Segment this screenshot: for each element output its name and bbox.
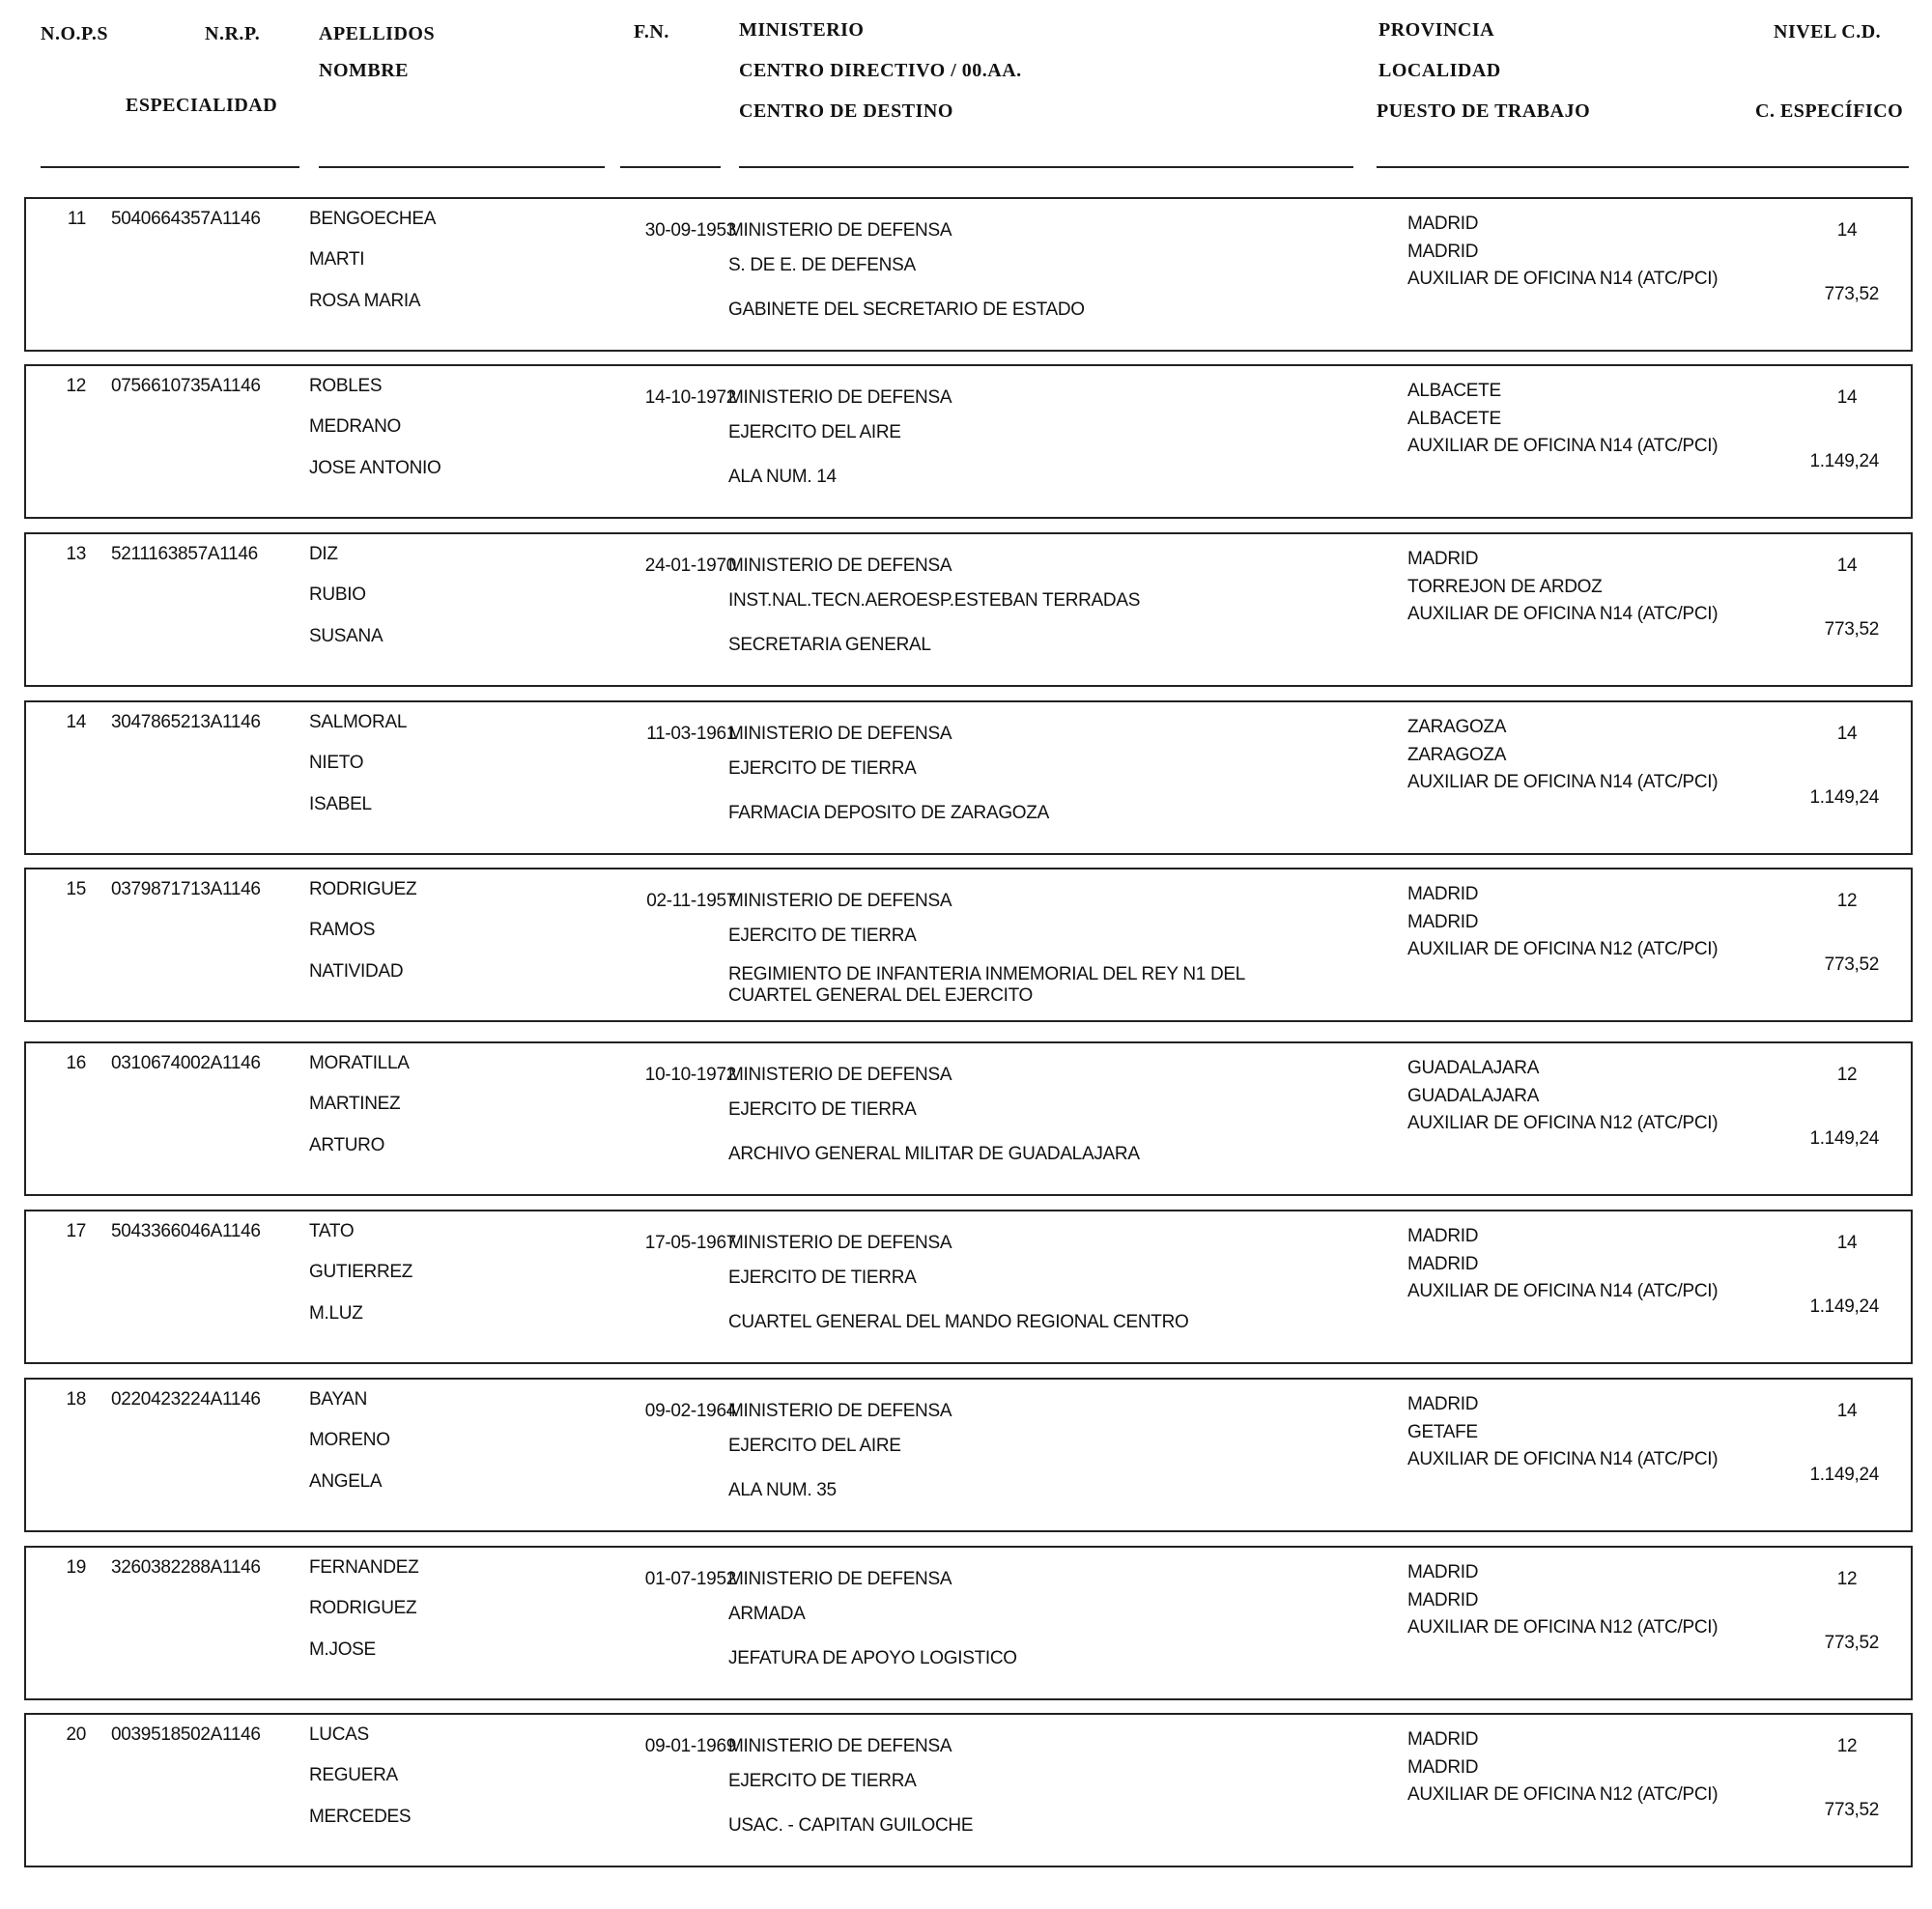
record-centro-destino bbox=[728, 964, 1245, 1007]
record-centro-directivo: S. DE E. DE DEFENSA bbox=[728, 255, 916, 275]
record-puesto: AUXILIAR DE OFICINA N14 (ATC/PCI) bbox=[1407, 604, 1719, 624]
header-provincia: PROVINCIA bbox=[1378, 19, 1495, 41]
header-fn: F.N. bbox=[634, 21, 669, 43]
record-especifico: 773,52 bbox=[1824, 1633, 1879, 1653]
record-nivel: 12 bbox=[1836, 891, 1858, 911]
record-nops: 17 bbox=[66, 1221, 86, 1241]
record-provincia: ALBACETE bbox=[1407, 381, 1501, 401]
record-apellido2: MARTINEZ bbox=[309, 1094, 401, 1114]
record-fn: 10-10-1972 bbox=[644, 1065, 736, 1085]
record-localidad: MADRID bbox=[1407, 242, 1479, 262]
record-localidad: GUADALAJARA bbox=[1407, 1086, 1540, 1106]
header-nivel: NIVEL C.D. bbox=[1774, 21, 1882, 43]
record-centro-directivo: EJERCITO DE TIERRA bbox=[728, 1099, 917, 1120]
record-ministerio: MINISTERIO DE DEFENSA bbox=[728, 1401, 952, 1421]
record-especifico: 773,52 bbox=[1824, 1800, 1879, 1820]
record-apellido1: LUCAS bbox=[309, 1724, 369, 1745]
record-ministerio: MINISTERIO DE DEFENSA bbox=[728, 724, 952, 744]
record-apellido1: RODRIGUEZ bbox=[309, 879, 417, 899]
record-localidad: ALBACETE bbox=[1407, 409, 1501, 429]
record-nivel: 14 bbox=[1836, 556, 1858, 576]
record-nivel: 12 bbox=[1836, 1065, 1858, 1085]
record-row bbox=[24, 1713, 1913, 1867]
record-localidad: MADRID bbox=[1407, 912, 1479, 932]
header-centro-directivo: CENTRO DIRECTIVO / 00.AA. bbox=[739, 60, 1022, 81]
record-nombre: ARTURO bbox=[309, 1135, 385, 1155]
record-nrp: 3047865213A1146 bbox=[111, 712, 261, 732]
record-nrp: 5040664357A1146 bbox=[111, 209, 261, 229]
record-apellido1: DIZ bbox=[309, 544, 338, 564]
record-centro-destino: SECRETARIA GENERAL bbox=[728, 635, 931, 655]
header-rule bbox=[620, 166, 721, 168]
record-nops: 19 bbox=[66, 1557, 86, 1578]
record-puesto: AUXILIAR DE OFICINA N14 (ATC/PCI) bbox=[1407, 269, 1719, 289]
header-puesto: PUESTO DE TRABAJO bbox=[1377, 100, 1591, 122]
record-row bbox=[24, 197, 1913, 352]
record-nivel: 14 bbox=[1836, 220, 1858, 241]
record-centro-destino: FARMACIA DEPOSITO DE ZARAGOZA bbox=[728, 803, 1049, 823]
header-rule bbox=[1377, 166, 1909, 168]
record-nombre: ISABEL bbox=[309, 794, 372, 814]
record-provincia: MADRID bbox=[1407, 1394, 1479, 1414]
header-rule bbox=[41, 166, 299, 168]
record-centro-destino: ALA NUM. 14 bbox=[728, 467, 837, 487]
record-apellido1: ROBLES bbox=[309, 376, 383, 396]
record-provincia: GUADALAJARA bbox=[1407, 1058, 1540, 1078]
record-nombre: M.LUZ bbox=[309, 1303, 363, 1324]
record-nrp: 3260382288A1146 bbox=[111, 1557, 261, 1578]
record-ministerio: MINISTERIO DE DEFENSA bbox=[728, 220, 952, 241]
record-provincia: MADRID bbox=[1407, 884, 1479, 904]
record-centro-directivo: EJERCITO DEL AIRE bbox=[728, 422, 901, 442]
record-localidad: GETAFE bbox=[1407, 1422, 1478, 1442]
record-centro-destino: ARCHIVO GENERAL MILITAR DE GUADALAJARA bbox=[728, 1144, 1140, 1164]
record-nops: 20 bbox=[66, 1724, 86, 1745]
record-ministerio: MINISTERIO DE DEFENSA bbox=[728, 1569, 952, 1589]
record-row bbox=[24, 1546, 1913, 1700]
record-fn: 02-11-1957 bbox=[646, 891, 736, 911]
header-rule bbox=[319, 166, 605, 168]
record-fn: 09-02-1964 bbox=[644, 1401, 736, 1421]
record-centro-destino: ALA NUM. 35 bbox=[728, 1480, 837, 1500]
record-ministerio: MINISTERIO DE DEFENSA bbox=[728, 1065, 952, 1085]
record-row bbox=[24, 1210, 1913, 1364]
record-especifico: 1.149,24 bbox=[1809, 1296, 1879, 1317]
record-ministerio: MINISTERIO DE DEFENSA bbox=[728, 1736, 952, 1756]
record-nops: 11 bbox=[67, 209, 86, 229]
record-row bbox=[24, 868, 1913, 1022]
record-localidad: MADRID bbox=[1407, 1757, 1479, 1778]
record-puesto: AUXILIAR DE OFICINA N12 (ATC/PCI) bbox=[1407, 1617, 1719, 1638]
record-centro-directivo: EJERCITO DE TIERRA bbox=[728, 1268, 917, 1288]
record-apellido1: TATO bbox=[309, 1221, 355, 1241]
record-puesto: AUXILIAR DE OFICINA N12 (ATC/PCI) bbox=[1407, 1113, 1719, 1133]
record-localidad: TORREJON DE ARDOZ bbox=[1407, 577, 1603, 597]
record-provincia: MADRID bbox=[1407, 1729, 1479, 1750]
record-nivel: 14 bbox=[1836, 1233, 1858, 1253]
record-apellido1: MORATILLA bbox=[309, 1053, 410, 1073]
record-nrp: 0379871713A1146 bbox=[111, 879, 261, 899]
record-nrp: 0220423224A1146 bbox=[111, 1389, 261, 1410]
record-nops: 16 bbox=[66, 1053, 86, 1073]
record-fn: 09-01-1969 bbox=[644, 1736, 736, 1756]
record-especifico: 773,52 bbox=[1824, 619, 1879, 640]
record-centro-directivo: EJERCITO DE TIERRA bbox=[728, 1771, 917, 1791]
record-nivel: 12 bbox=[1836, 1736, 1858, 1756]
record-centro-destino: USAC. - CAPITAN GUILOCHE bbox=[728, 1815, 974, 1836]
record-centro-destino-line1: REGIMIENTO DE INFANTERIA INMEMORIAL DEL REY N1 DEL bbox=[728, 964, 1246, 984]
record-centro-directivo: EJERCITO DE TIERRA bbox=[728, 926, 917, 946]
record-nrp: 0039518502A1146 bbox=[111, 1724, 261, 1745]
record-fn: 14-10-1972 bbox=[644, 387, 736, 408]
record-ministerio: MINISTERIO DE DEFENSA bbox=[728, 891, 952, 911]
record-nivel: 12 bbox=[1836, 1569, 1858, 1589]
record-especifico: 1.149,24 bbox=[1809, 1128, 1879, 1149]
record-fn: 30-09-1953 bbox=[644, 220, 736, 241]
record-apellido2: MARTI bbox=[309, 249, 365, 270]
record-apellido2: NIETO bbox=[309, 753, 364, 773]
record-nombre: MERCEDES bbox=[309, 1807, 412, 1827]
record-provincia: MADRID bbox=[1407, 214, 1479, 234]
header-especialidad: ESPECIALIDAD bbox=[126, 95, 278, 116]
record-puesto: AUXILIAR DE OFICINA N12 (ATC/PCI) bbox=[1407, 939, 1719, 959]
record-nombre: JOSE ANTONIO bbox=[309, 458, 441, 478]
record-nops: 13 bbox=[66, 544, 86, 564]
record-apellido2: MORENO bbox=[309, 1430, 390, 1450]
record-ministerio: MINISTERIO DE DEFENSA bbox=[728, 387, 952, 408]
record-fn: 17-05-1967 bbox=[644, 1233, 736, 1253]
header-rule bbox=[739, 166, 1353, 168]
record-apellido2: GUTIERREZ bbox=[309, 1262, 413, 1282]
record-provincia: MADRID bbox=[1407, 1562, 1479, 1582]
header-nombre: NOMBRE bbox=[319, 60, 409, 81]
record-nrp: 5043366046A1146 bbox=[111, 1221, 261, 1241]
record-fn: 24-01-1970 bbox=[644, 556, 736, 576]
record-apellido2: RAMOS bbox=[309, 920, 376, 940]
record-puesto: AUXILIAR DE OFICINA N14 (ATC/PCI) bbox=[1407, 436, 1719, 456]
record-centro-directivo: INST.NAL.TECN.AEROESP.ESTEBAN TERRADAS bbox=[728, 590, 1141, 611]
record-apellido1: SALMORAL bbox=[309, 712, 408, 732]
record-provincia: MADRID bbox=[1407, 1226, 1479, 1246]
record-puesto: AUXILIAR DE OFICINA N14 (ATC/PCI) bbox=[1407, 1449, 1719, 1469]
record-nops: 14 bbox=[66, 712, 86, 732]
header-ministerio: MINISTERIO bbox=[739, 19, 865, 41]
record-centro-directivo: ARMADA bbox=[728, 1604, 806, 1624]
record-provincia: ZARAGOZA bbox=[1407, 717, 1507, 737]
header-centro-destino: CENTRO DE DESTINO bbox=[739, 100, 953, 122]
record-apellido2: REGUERA bbox=[309, 1765, 398, 1785]
record-centro-destino: GABINETE DEL SECRETARIO DE ESTADO bbox=[728, 299, 1085, 320]
record-centro-directivo: EJERCITO DEL AIRE bbox=[728, 1436, 901, 1456]
record-localidad: MADRID bbox=[1407, 1590, 1479, 1610]
record-puesto: AUXILIAR DE OFICINA N12 (ATC/PCI) bbox=[1407, 1784, 1719, 1805]
record-centro-destino-line2: CUARTEL GENERAL DEL EJERCITO bbox=[728, 985, 1034, 1006]
record-apellido2: RUBIO bbox=[309, 584, 366, 605]
record-especifico: 1.149,24 bbox=[1809, 1465, 1879, 1485]
record-nrp: 0310674002A1146 bbox=[111, 1053, 261, 1073]
record-row bbox=[24, 364, 1913, 519]
record-puesto: AUXILIAR DE OFICINA N14 (ATC/PCI) bbox=[1407, 772, 1719, 792]
record-especifico: 773,52 bbox=[1824, 284, 1879, 304]
record-especifico: 773,52 bbox=[1824, 954, 1879, 975]
record-nombre: M.JOSE bbox=[309, 1639, 376, 1660]
record-centro-destino: JEFATURA DE APOYO LOGISTICO bbox=[728, 1648, 1017, 1668]
record-nombre: ROSA MARIA bbox=[309, 291, 421, 311]
record-nops: 15 bbox=[66, 879, 86, 899]
record-apellido2: MEDRANO bbox=[309, 416, 402, 437]
record-puesto: AUXILIAR DE OFICINA N14 (ATC/PCI) bbox=[1407, 1281, 1719, 1301]
header-apellidos: APELLIDOS bbox=[319, 23, 436, 44]
record-apellido1: FERNANDEZ bbox=[309, 1557, 419, 1578]
record-nombre: NATIVIDAD bbox=[309, 961, 404, 982]
record-centro-destino: CUARTEL GENERAL DEL MANDO REGIONAL CENTRO bbox=[728, 1312, 1189, 1332]
header-nops: N.O.P.S bbox=[41, 23, 109, 44]
record-localidad: MADRID bbox=[1407, 1254, 1479, 1274]
record-nops: 12 bbox=[66, 376, 86, 396]
header-nrp: N.R.P. bbox=[205, 23, 261, 44]
record-apellido1: BENGOECHEA bbox=[309, 209, 437, 229]
record-row bbox=[24, 700, 1913, 855]
record-provincia: MADRID bbox=[1407, 549, 1479, 569]
record-apellido1: BAYAN bbox=[309, 1389, 368, 1410]
record-ministerio: MINISTERIO DE DEFENSA bbox=[728, 556, 952, 576]
record-especifico: 1.149,24 bbox=[1809, 451, 1879, 471]
record-localidad: ZARAGOZA bbox=[1407, 745, 1507, 765]
record-ministerio: MINISTERIO DE DEFENSA bbox=[728, 1233, 952, 1253]
record-nivel: 14 bbox=[1836, 1401, 1858, 1421]
record-nrp: 0756610735A1146 bbox=[111, 376, 261, 396]
record-fn: 01-07-1952 bbox=[644, 1569, 736, 1589]
record-nombre: ANGELA bbox=[309, 1471, 383, 1492]
record-especifico: 1.149,24 bbox=[1809, 787, 1879, 808]
record-fn: 11-03-1961 bbox=[646, 724, 736, 744]
record-row bbox=[24, 1378, 1913, 1532]
record-nrp: 5211163857A1146 bbox=[111, 544, 258, 564]
record-nops: 18 bbox=[66, 1389, 86, 1410]
record-apellido2: RODRIGUEZ bbox=[309, 1598, 417, 1618]
record-centro-directivo: EJERCITO DE TIERRA bbox=[728, 758, 917, 779]
record-row bbox=[24, 532, 1913, 687]
record-nivel: 14 bbox=[1836, 387, 1858, 408]
header-localidad: LOCALIDAD bbox=[1378, 60, 1501, 81]
record-nivel: 14 bbox=[1836, 724, 1858, 744]
header-especifico: C. ESPECÍFICO bbox=[1755, 100, 1904, 122]
record-row bbox=[24, 1041, 1913, 1196]
record-nombre: SUSANA bbox=[309, 626, 384, 646]
